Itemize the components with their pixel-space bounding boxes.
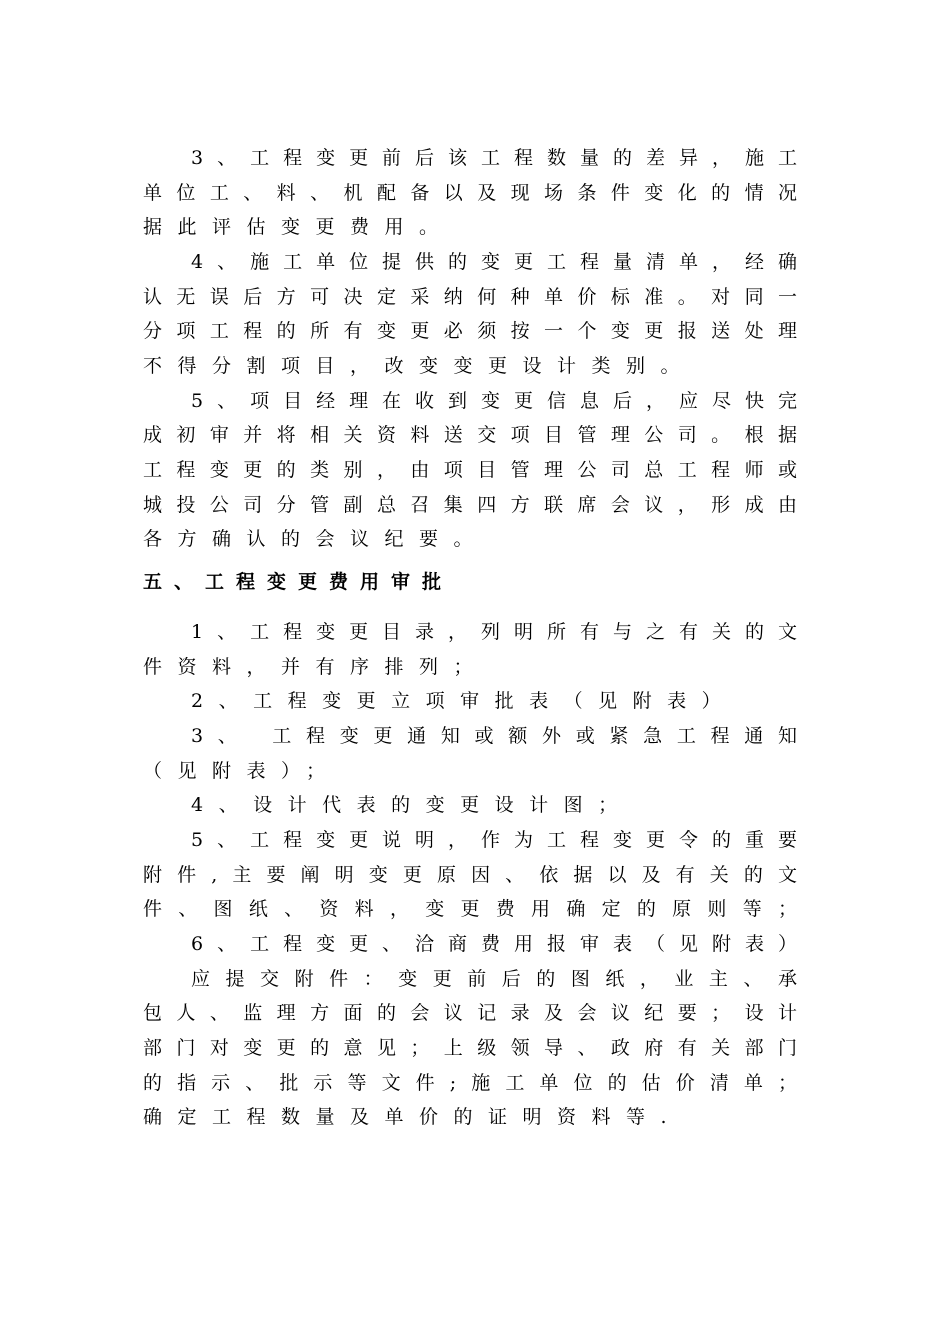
text-line: 2、工程变更立项审批表（见附表） bbox=[191, 690, 737, 712]
text-line: 分项工程的所有变更必须按一个变更报送处理 bbox=[143, 320, 797, 342]
text-line: 确定工程数量及单价的证明资料等. bbox=[143, 1106, 683, 1128]
text-line: 部门对变更的意见；上级领导、政府有关部门 bbox=[143, 1037, 797, 1059]
text-line: 6、工程变更、洽商费用报审表（见附表） bbox=[191, 933, 797, 955]
text-line: 的指示、批示等文件;施工单位的估价清单； bbox=[143, 1072, 797, 1094]
text-line: 各方确认的会议纪要。 bbox=[143, 528, 489, 550]
section-heading: 五、工程变更费用审批 bbox=[143, 571, 454, 593]
text-line: 工程变更的类别，由项目管理公司总工程师或 bbox=[143, 459, 797, 481]
text-line: 4、设计代表的变更设计图； bbox=[191, 794, 633, 816]
text-line: 城投公司分管副总召集四方联席会议，形成由 bbox=[143, 494, 797, 516]
text-line: 3、工程变更前后该工程数量的差异，施工 bbox=[191, 147, 797, 169]
text-line: 3、 工程变更通知或额外或紧急工程通知 bbox=[191, 725, 797, 747]
text-line: 单位工、料、机配备以及现场条件变化的情况 bbox=[143, 182, 797, 204]
text-line: 1、工程变更目录，列明所有与之有关的文 bbox=[191, 621, 797, 643]
text-line: 认无误后方可决定采纳何种单价标准。对同一 bbox=[143, 286, 797, 308]
text-line: 包人、监理方面的会议记录及会议纪要；设计 bbox=[143, 1002, 797, 1024]
text-line: 应提交附件：变更前后的图纸，业主、承 bbox=[191, 968, 797, 990]
text-line: 4、施工单位提供的变更工程量清单，经确 bbox=[191, 251, 797, 273]
text-line: 件、图纸、资料，变更费用确定的原则等； bbox=[143, 898, 797, 920]
text-line: 不得分割项目，改变变更设计类别。 bbox=[143, 355, 696, 377]
text-line: 据此评估变更费用。 bbox=[143, 216, 454, 238]
text-line: 5、工程变更说明，作为工程变更令的重要 bbox=[191, 829, 797, 851]
text-line: 附件,主要阐明变更原因、依据以及有关的文 bbox=[143, 864, 797, 886]
text-line: （见附表）； bbox=[143, 760, 341, 782]
text-line: 件资料，并有序排列； bbox=[143, 656, 489, 678]
text-line: 5、项目经理在收到变更信息后，应尽快完 bbox=[191, 390, 797, 412]
text-line: 成初审并将相关资料送交项目管理公司。根据 bbox=[143, 424, 797, 446]
